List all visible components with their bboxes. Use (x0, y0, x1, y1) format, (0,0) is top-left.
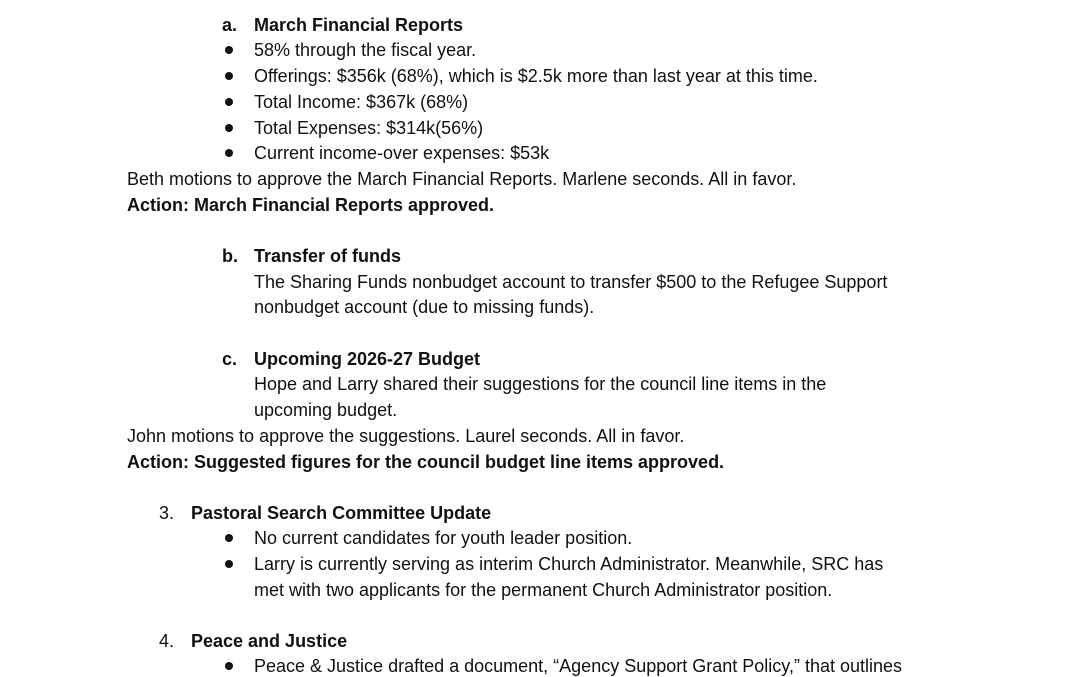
section-4-title: Peace and Justice (191, 631, 348, 651)
item-c-action: Action: Suggested figures for the council budget line items approved. (127, 452, 725, 472)
bullet-icon (225, 149, 233, 157)
item-a-marker: a. (222, 15, 238, 35)
item-b-marker: b. (222, 246, 238, 266)
item-c-marker: c. (222, 349, 238, 369)
list-item: No current candidates for youth leader position. (254, 528, 633, 548)
item-c-body-line: Hope and Larry shared their suggestions for the council line items in the (254, 374, 827, 394)
bullet-icon (225, 72, 233, 80)
bullet-icon (225, 534, 233, 542)
section-3-title: Pastoral Search Committee Update (191, 503, 492, 523)
list-item: Current income-over expenses: $53k (254, 143, 550, 163)
item-c-title: Upcoming 2026-27 Budget (254, 349, 481, 369)
list-item-continuation: met with two applicants for the permanent Church Administrator position. (254, 580, 833, 600)
bullet-icon (225, 98, 233, 106)
bullet-icon (225, 560, 233, 568)
item-b-title: Transfer of funds (254, 246, 402, 266)
item-c-motion: John motions to approve the suggestions. Laurel seconds. All in favor. (127, 426, 685, 446)
list-item: Total Expenses: $314k(56%) (254, 118, 484, 138)
item-c-body-line: upcoming budget. (254, 400, 398, 420)
item-a-motion: Beth motions to approve the March Financial Reports. Marlene seconds. All in favor. (127, 169, 797, 189)
section-3-marker: 3. (159, 503, 175, 523)
list-item: 58% through the fiscal year. (254, 40, 477, 60)
item-a-title: March Financial Reports (254, 15, 464, 35)
bullet-icon (225, 662, 233, 670)
bullet-icon (225, 124, 233, 132)
item-a-action: Action: March Financial Reports approved. (127, 195, 495, 215)
bullet-icon (225, 46, 233, 54)
list-item: Larry is currently serving as interim Church Administrator. Meanwhile, SRC has (254, 554, 884, 574)
list-item: Offerings: $356k (68%), which is $2.5k more than last year at this time. (254, 66, 818, 86)
item-b-body-line: The Sharing Funds nonbudget account to transfer $500 to the Refugee Support (254, 272, 888, 292)
item-b-body-line: nonbudget account (due to missing funds). (254, 297, 595, 317)
list-item: Peace & Justice drafted a document, “Agency Support Grant Policy,” that outlines (254, 656, 903, 676)
section-4-marker: 4. (159, 631, 175, 651)
list-item: Total Income: $367k (68%) (254, 92, 469, 112)
